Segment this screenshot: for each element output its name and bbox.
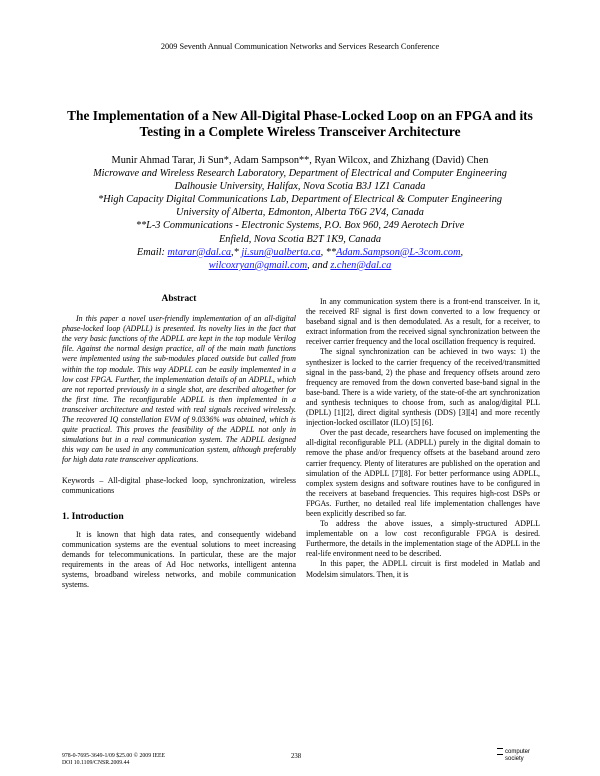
- logo-word-computer: computer: [505, 749, 531, 756]
- intro-paragraph-1: It is known that high data rates, and consequently wideband communication systems are the eventual solutions to meet increasing demands for telecommunications. In particular, these are the major requirements in the areas of Ad Hoc networks, intelligent antenna systems, broadband wireless networks, and mobile communication systems.: [62, 529, 296, 590]
- logo-mark-icon: [497, 748, 503, 755]
- email-sep-3: ,: [460, 246, 464, 258]
- email-sep-1: ,*: [231, 246, 242, 258]
- right-paragraph-1: In any communication system there is a front-end transceiver. In it, the received RF signal is first down converted to a low frequency or baseband signal and is then demodulated. As a result, for a receiver, to extract information from the received signal synchronization between the receiver carrier frequency and the local oscillation frequency is required.: [306, 297, 540, 347]
- right-paragraph-4: To address the above issues, a simply-structured ADPLL implementable on a low cost reconfigurable FPGA is desired. Furthermore, the details in the implementation stage of the ADPLL in the real-life environment need to be described.: [306, 519, 540, 559]
- right-column: [306, 297, 540, 580]
- title-line-2: Testing in a Complete Wireless Transceiver Architecture: [139, 124, 461, 139]
- author-block: [20, 154, 580, 272]
- abstract-text: In this paper a novel user-friendly implementation of an all-digital phase-locked loop (ADPLL) is presented. Its novelty lies in the fact that the very basic functions of the ADPLL are kept in the top module Verilog file. Against the normal design practice, all of the main math functions were implemented using the sub-modules placed outside but called from within the top module. This way ADPLL can be easily implemented in a low cost FPGA. Further, the implementation details of an ADPLL, which are not reported previously in a single shot, are described altogether for the first time. The reconfigurable ADPLL is then implemented in a transceiver architecture and tested with real signals received wirelessly. The recovered IQ constellation EVM of 9.0336% was obtained, which is quite practical. This proves the feasibility of the ADPLL not only in simulations but in a real communication system. The ADPLL designed this way can be used in any communication system, although preferably for high data rate transceiver applications.: [62, 314, 296, 465]
- logo-word-society: society: [505, 755, 524, 762]
- left-column: [62, 294, 296, 590]
- keywords: Keywords – All-digital phase-locked loop, synchronization, wireless communications: [62, 475, 296, 495]
- footer-doi: DOI 10.1109/CNSR.2009.44: [62, 760, 130, 767]
- footer-isbn: 978-0-7695-3649-1/09 $25.00 © 2009 IEEE: [62, 753, 166, 759]
- affiliation-6: Enfield, Nova Scotia B2T 1K9, Canada: [219, 233, 381, 245]
- section-heading-introduction: 1. Introduction: [62, 510, 124, 522]
- email-sep-4: , and: [307, 259, 331, 271]
- affiliation-5: **L-3 Communications - Electronic Systems, P.O. Box 960, 249 Aerotech Drive: [135, 220, 465, 232]
- right-paragraph-5: In this paper, the ADPLL circuit is first modeled in Matlab and Modelsim simulators. Then, it is: [306, 559, 540, 579]
- computer-society-logo: [497, 748, 530, 762]
- affiliation-2: Dalhousie University, Halifax, Nova Scotia B3J 1Z1 Canada: [174, 181, 426, 193]
- email-line-1: [20, 246, 580, 259]
- affiliation-1: Microwave and Wireless Research Laboratory, Department of Electrical and Computer Engineering: [93, 168, 507, 180]
- email-link-wilcox[interactable]: wilcoxryan@gmail.com: [208, 259, 308, 271]
- email-link-sampson[interactable]: Adam.Sampson@L-3com.com: [336, 246, 461, 258]
- email-link-chen[interactable]: z.chen@dal.ca: [330, 259, 392, 271]
- paper-title: [50, 108, 550, 140]
- footer-copyright: [62, 753, 165, 768]
- title-line-1: The Implementation of a New All-Digital Phase-Locked Loop on an FPGA and its: [67, 108, 533, 123]
- email-sep-2: , **: [320, 246, 337, 258]
- author-names: Munir Ahmad Tarar, Ji Sun*, Adam Sampson**, Ryan Wilcox, and Zhizhang (David) Chen: [111, 155, 489, 166]
- page-number: 238: [291, 753, 302, 760]
- right-paragraph-2: The signal synchronization can be achieved in two ways: 1) the synthesizer is locked to the carrier frequency of the received/transmitted signal in the pass-band, 2) the phase and frequency offsets around zero frequency are removed from the down converted base-band signal in the base-band. There is a wide variety, of the state-of-the art synchronization and synthesis techniques to choose from, such as analog/digital PLL (DPLL) [1][2], direct digital synthesis (DDS) [3][4] and more recently injection-locked oscillator (ILO) [5] [6].: [306, 347, 540, 428]
- abstract-heading: Abstract: [161, 294, 197, 304]
- affiliation-4: University of Alberta, Edmonton, Alberta T6G 2V4, Canada: [176, 207, 424, 219]
- email-label: Email:: [136, 246, 168, 258]
- right-paragraph-3: Over the past decade, researchers have focused on implementing the all-digital reconfigurable PLL (ADPLL) purely in the digital domain to remove the phase and/or frequency offsets at the baseband around zero carrier frequency. Plenty of literatures are published on the operation and simulation of the ADPLL [7][8]. For better performance using ADPLL, complex system designs and software routines have to be configured in the receivers at baseband frequencies. This requires high-cost DSPs or FPGAs. Further, no detailed real life implementation challenges have been explicitly described so far.: [306, 428, 540, 518]
- email-link-sun[interactable]: ji.sun@ualberta.ca: [241, 246, 321, 258]
- affiliation-3: *High Capacity Digital Communications Lab, Department of Electrical & Computer Engineering: [97, 194, 503, 206]
- conference-header: 2009 Seventh Annual Communication Networks and Services Research Conference: [160, 42, 440, 51]
- email-line-2: [20, 259, 580, 272]
- email-link-tarar[interactable]: mtarar@dal.ca: [167, 246, 232, 258]
